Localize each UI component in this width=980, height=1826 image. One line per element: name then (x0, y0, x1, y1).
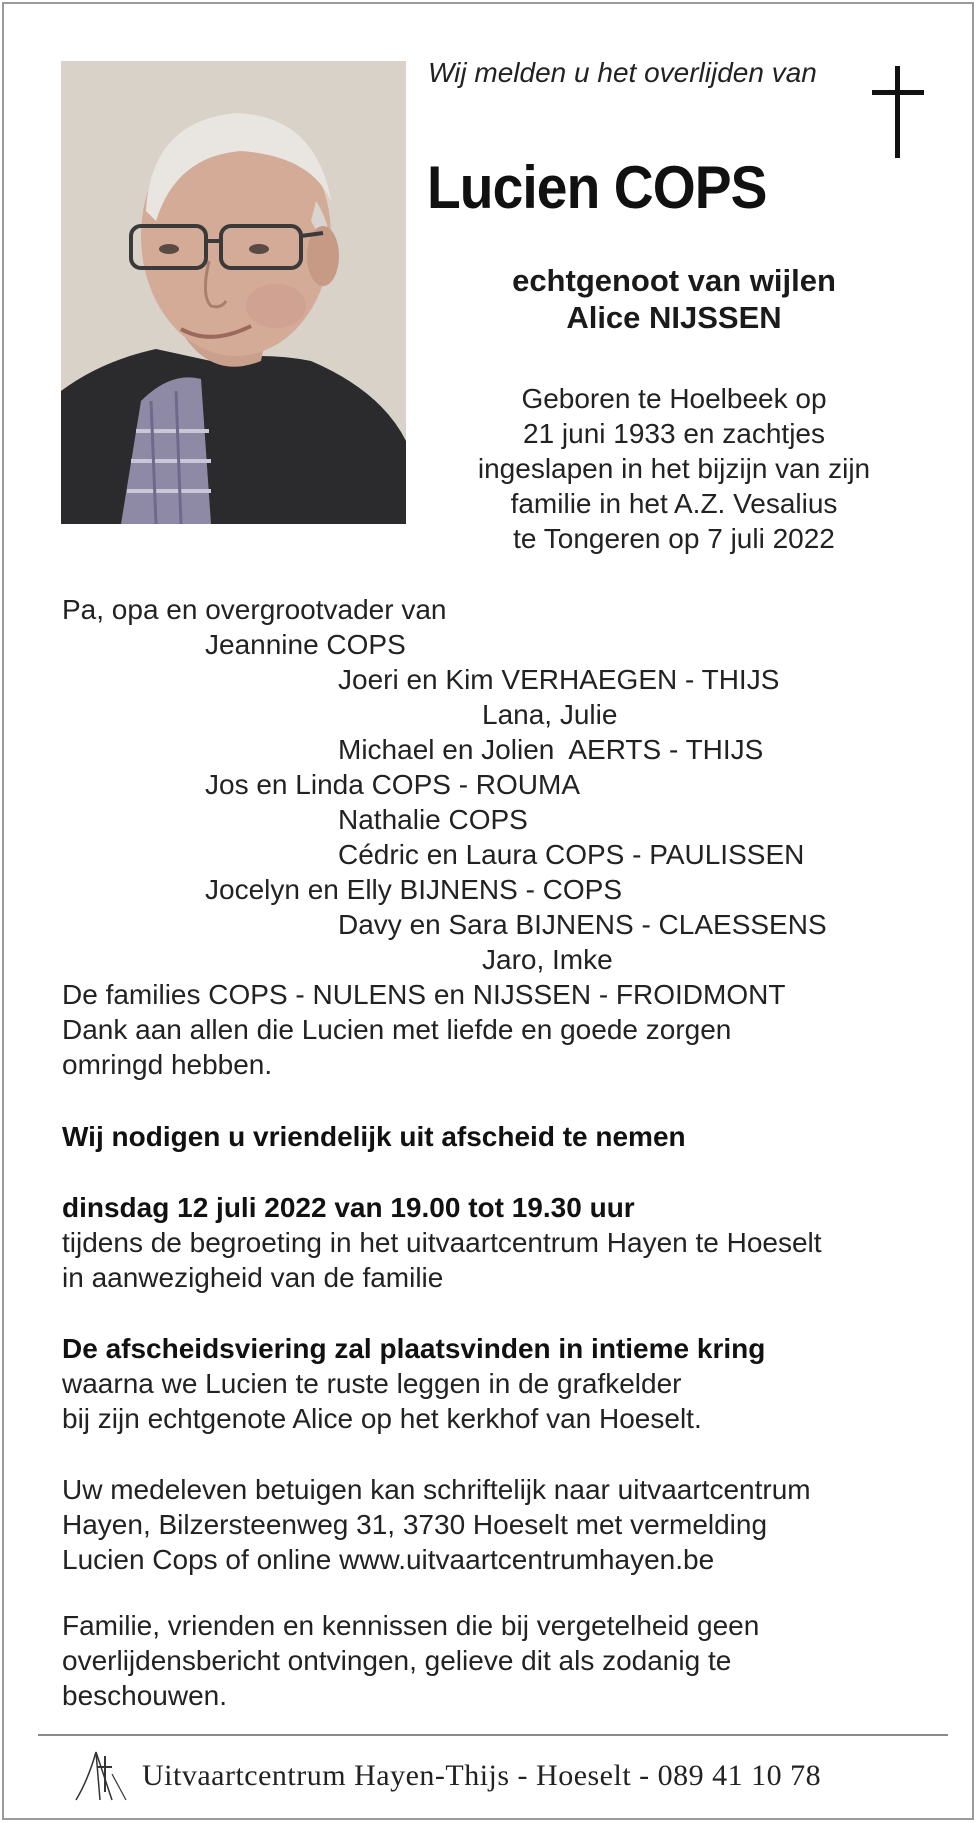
family-member: Joeri en Kim VERHAEGEN - THIJS (338, 664, 780, 695)
thanks-line: omringd hebben. (62, 1049, 273, 1080)
portrait-illustration (61, 61, 406, 524)
thanks-line: Dank aan allen die Lucien met liefde en goede zorgen (62, 1014, 732, 1045)
bio-line: te Tongeren op 7 juli 2022 (513, 523, 835, 554)
condolence-line: Uw medeleven betuigen kan schriftelijk naar uitvaartcentrum (62, 1474, 811, 1505)
spouse-block (414, 262, 934, 336)
deceased-name: Lucien COPS (427, 154, 767, 221)
notice-line: beschouwen. (62, 1680, 228, 1711)
bio-line: familie in het A.Z. Vesalius (510, 488, 838, 519)
bio-line: ingeslapen in het bijzijn van zijn (477, 453, 871, 484)
family-member: Jeannine COPS (205, 629, 406, 660)
notice-line: Familie, vrienden en kennissen die bij vergetelheid geen (62, 1610, 760, 1641)
invitation-heading: Wij nodigen u vriendelijk uit afscheid te nemen (62, 1121, 686, 1152)
cross-icon (868, 62, 928, 162)
obituary-card (2, 2, 974, 1820)
families-line: De families COPS - NULENS en NIJSSEN - FROIDMONT (62, 979, 786, 1010)
ceremony-heading: De afscheidsviering zal plaatsvinden in intieme kring (62, 1333, 766, 1364)
ceremony-detail: waarna we Lucien te ruste leggen in de grafkelder (62, 1368, 682, 1399)
family-member: Nathalie COPS (338, 804, 528, 835)
family-member: Lana, Julie (482, 699, 618, 730)
portrait-photo (61, 61, 406, 524)
condolence-line: Lucien Cops of online www.uitvaartcentrumhayen.be (62, 1544, 715, 1575)
family-member: Jaro, Imke (482, 944, 613, 975)
footer-divider (38, 1734, 948, 1736)
bio-line: 21 juni 1933 en zachtjes (523, 418, 825, 449)
family-member: Cédric en Laura COPS - PAULISSEN (338, 839, 805, 870)
footer-contact: Uitvaartcentrum Hayen-Thijs - Hoeselt - 089 41 10 78 (142, 1759, 822, 1792)
visitation-date: dinsdag 12 juli 2022 van 19.00 tot 19.30 uur (62, 1192, 635, 1223)
family-member: Jos en Linda COPS - ROUMA (205, 769, 581, 800)
family-intro: Pa, opa en overgrootvader van (62, 594, 447, 625)
condolence-line: Hayen, Bilzersteenweg 31, 3730 Hoeselt met vermelding (62, 1509, 768, 1540)
spouse-line-1: echtgenoot van wijlen (512, 263, 836, 298)
family-member: Jocelyn en Elly BIJNENS - COPS (205, 874, 623, 905)
family-member: Davy en Sara BIJNENS - CLAESSENS (338, 909, 827, 940)
spouse-line-2: Alice NIJSSEN (566, 300, 782, 335)
notice-line: overlijdensbericht ontvingen, gelieve dit als zodanig te (62, 1645, 732, 1676)
funeral-home-logo-icon (74, 1744, 128, 1804)
birth-death-info (424, 381, 924, 556)
family-member: Michael en Jolien AERTS - THIJS (338, 734, 764, 765)
visitation-detail: in aanwezigheid van de familie (62, 1262, 444, 1293)
intro-text: Wij melden u het overlijden van (428, 57, 817, 88)
ceremony-detail: bij zijn echtgenote Alice op het kerkhof van Hoeselt. (62, 1403, 702, 1434)
visitation-detail: tijdens de begroeting in het uitvaartcentrum Hayen te Hoeselt (62, 1227, 822, 1258)
bio-line: Geboren te Hoelbeek op (521, 383, 827, 414)
